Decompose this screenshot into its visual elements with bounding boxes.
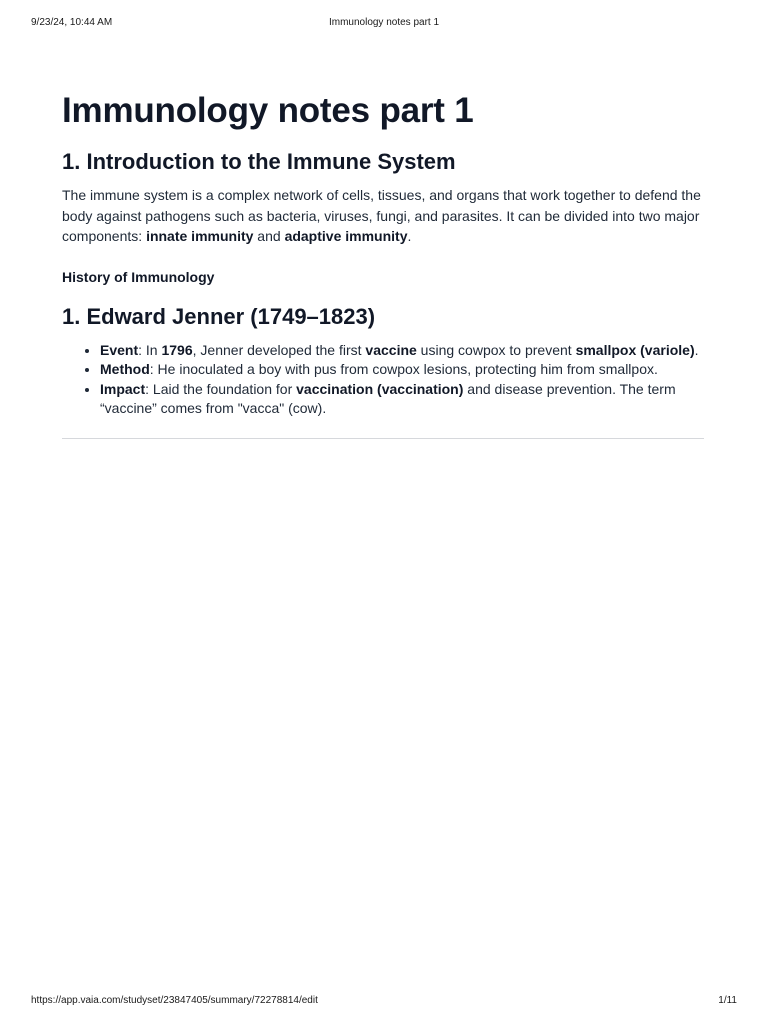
list-item-impact: [100, 380, 704, 419]
list-item-method: [100, 360, 704, 380]
event-label: Event: [100, 341, 139, 358]
method-label: Method: [100, 361, 150, 377]
intro-text: The immune system is a complex network of cells, tissues, and organs that work together to defend the body against pathogens such as bacteria, viruses, fungi, and parasites. It can be divided into two major components:: [62, 187, 701, 244]
event-text: .: [694, 341, 699, 358]
event-text: using cowpox to prevent: [416, 341, 576, 358]
event-vaccine: vaccine: [365, 341, 417, 358]
method-text: : He inoculated a boy with pus from cowpox lesions, protecting him from smallpox.: [149, 361, 658, 377]
intro-connector: and: [253, 228, 285, 244]
section-divider: [62, 438, 704, 439]
intro-end: .: [407, 228, 412, 244]
page-number: 1/11: [718, 995, 737, 1006]
event-year: 1796: [161, 341, 193, 358]
event-text: : In: [138, 341, 162, 358]
section-heading-jenner: 1. Edward Jenner (1749–1823): [62, 303, 376, 329]
print-datetime: 9/23/24, 10:44 AM: [31, 17, 113, 28]
event-text: , Jenner developed the first: [192, 341, 366, 358]
page-title: Immunology notes part 1: [62, 91, 474, 130]
impact-text: and disease prevention. The term “vaccine” comes from "vacca" (cow).: [100, 380, 676, 416]
adaptive-immunity-term: adaptive immunity: [284, 228, 408, 244]
list-item-event: [100, 341, 704, 361]
print-header-title: Immunology notes part 1: [328, 17, 440, 28]
print-header: [31, 17, 737, 31]
jenner-facts-list: [62, 341, 704, 419]
history-heading: History of Immunology: [62, 268, 215, 285]
innate-immunity-term: innate immunity: [146, 228, 254, 244]
event-smallpox: smallpox (variole): [575, 341, 695, 358]
document-content: [62, 88, 704, 439]
impact-label: Impact: [100, 380, 146, 397]
section-heading-introduction: 1. Introduction to the Immune System: [62, 149, 456, 174]
print-footer: [31, 995, 737, 1009]
print-url: https://app.vaia.com/studyset/23847405/summary/72278814/edit: [31, 995, 318, 1006]
impact-text: : Laid the foundation for: [145, 380, 297, 397]
impact-vaccination: vaccination (vaccination): [296, 380, 464, 397]
intro-paragraph: [62, 185, 704, 247]
